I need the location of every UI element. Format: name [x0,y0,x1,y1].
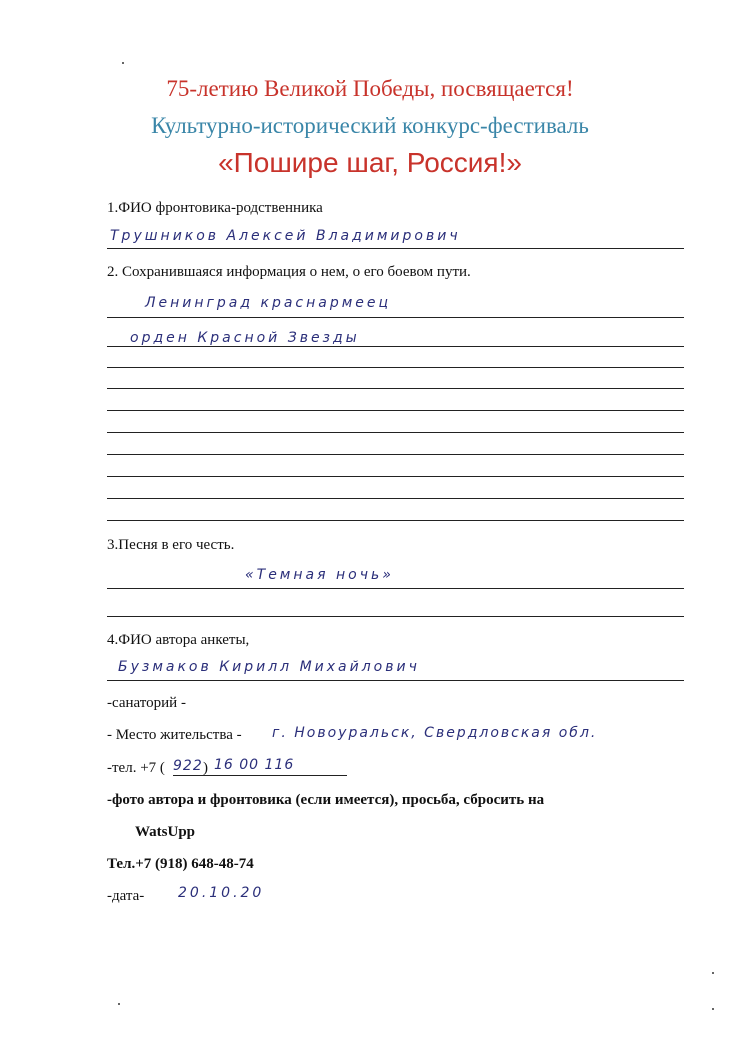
scan-speck [118,1003,120,1005]
q3-answer: «Темная ночь» [245,567,394,583]
q4-answer: Бузмаков Кирилл Михайлович [118,659,420,675]
residence-label: - Место жительства - [107,727,242,743]
q3-label: 3.Песня в его честь. [107,537,235,553]
scan-speck [712,1008,714,1010]
q3-line-1 [107,588,684,589]
phone-code: 922 [173,758,203,774]
q3-line-2 [107,616,684,617]
q2-line-2 [107,346,684,347]
photo-note: -фото автора и фронтовика (если имеется), просьба, сбросить на [107,792,545,808]
whatsapp-label: WatsUpp [135,824,196,840]
q4-line [107,680,684,681]
date-label: -дата- [107,888,145,904]
q2-line-9 [107,498,684,499]
q1-line [107,248,684,249]
q1-label: 1.ФИО фронтовика-родственника [107,200,323,216]
header-festival-name: «Пошире шаг, Россия!» [218,147,522,178]
q2-line-3 [107,367,684,368]
q2-line-7 [107,454,684,455]
header-dedication: 75-летию Великой Победы, посвящается! [166,76,574,101]
q2-answer-line2: орден Красной Звезды [130,330,360,346]
header-festival: Культурно-исторический конкурс-фестиваль [151,113,589,138]
phone-label: -тел. +7 ( [107,760,165,776]
q1-answer: Трушников Алексей Владимирович [110,228,461,244]
q2-label: 2. Сохранившаяся информация о нем, о его боевом пути. [107,264,471,280]
scan-speck [712,972,714,974]
sanatorium-label: -санаторий - [107,695,186,711]
q2-answer-line1: Ленинград краснармеец [145,295,392,311]
phone-line [173,775,347,776]
q2-line-8 [107,476,684,477]
phone-number: 16 00 116 [214,757,295,773]
q2-line-6 [107,432,684,433]
q2-line-10 [107,520,684,521]
scan-speck [122,62,124,64]
residence-answer: г. Новоуральск, Свердловская обл. [272,725,598,741]
q4-label: 4.ФИО автора анкеты, [107,632,250,648]
date-value: 20.10.20 [178,885,265,901]
q2-line-4 [107,388,684,389]
q2-line-1 [107,317,684,318]
contact-phone: Тел.+7 (918) 648-48-74 [107,856,254,872]
phone-close: ) [203,760,208,776]
q2-line-5 [107,410,684,411]
